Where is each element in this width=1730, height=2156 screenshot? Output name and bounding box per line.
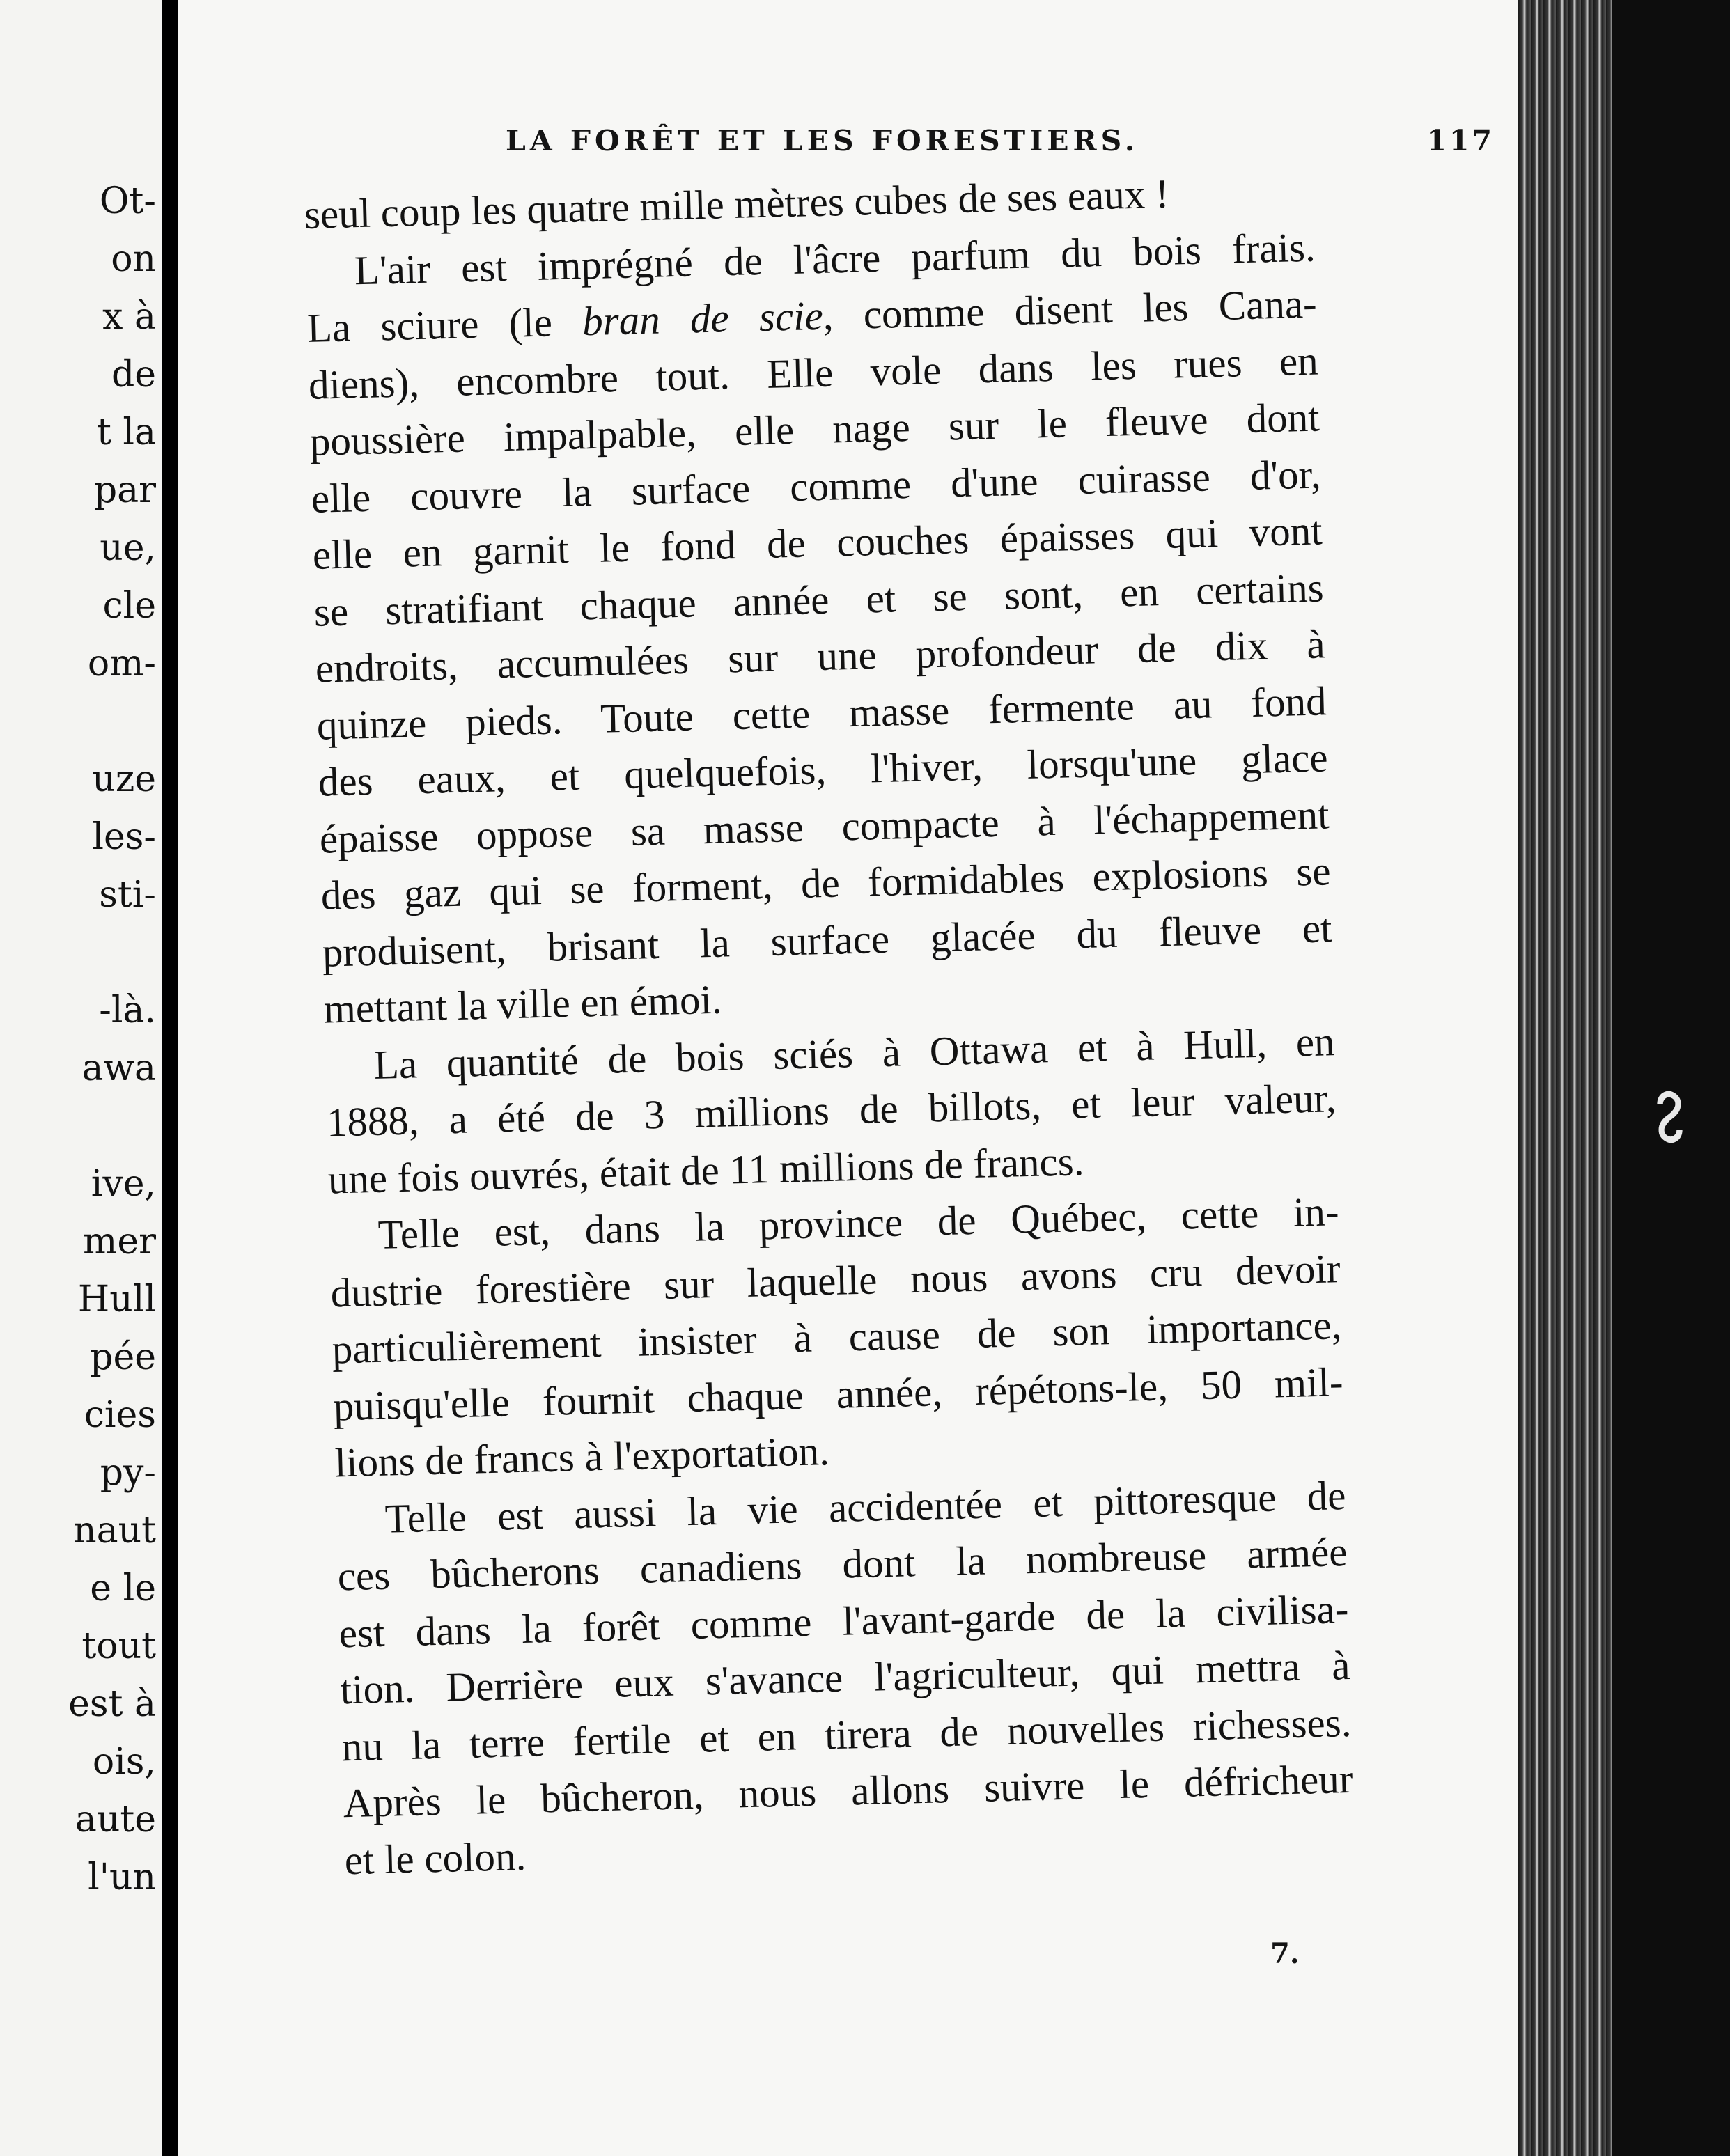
text-line: mettant la ville en émoi.: [323, 976, 723, 1032]
text-line: Après le bûcheron, nous allons suivre le défricheur: [342, 1755, 1354, 1827]
text-line: elle couvre la surface comme d'une cuirasse d'or,: [311, 450, 1322, 522]
text-line: tion. Derrière eux s'avance l'agriculteur, qui mettra à: [339, 1641, 1351, 1713]
book-cover-edge: [1612, 0, 1730, 2156]
facing-page-line: [0, 1097, 156, 1155]
text-line: 1888, a été de 3 millions de billots, et leur valeur,: [326, 1075, 1337, 1146]
text-line: épaisse oppose sa masse compacte à l'échappement: [319, 790, 1330, 862]
facing-page-line: cle: [102, 585, 156, 627]
facing-page-line: naut: [73, 1510, 156, 1552]
text-line: des eaux, et quelquefois, l'hiver, lorsqu'une glace: [318, 734, 1329, 805]
text-line: La sciure (le bran de scie, comme disent les Cana-: [306, 280, 1318, 351]
facing-page-line: ue,: [100, 527, 156, 569]
text-line: une fois ouvrés, était de 11 millions de francs.: [327, 1137, 1085, 1203]
text-line: se stratifiant chaque année et se sont, en certains: [313, 563, 1325, 635]
text-line: particulièrement insister à cause de son importance,: [331, 1302, 1343, 1373]
text-line: endroits, accumulées sur une profondeur de dix à: [315, 620, 1326, 692]
text-line: La quantité de bois sciés à Ottawa et à Hull, en: [373, 1017, 1336, 1088]
text-line: Telle est aussi la vie accidentée et pittoresque de: [384, 1471, 1347, 1542]
running-head: [506, 124, 1495, 157]
facing-page-line: -là.: [99, 990, 156, 1031]
facing-page-line: py-: [100, 1452, 156, 1494]
text-line: Telle est, dans la province de Québec, cette in-: [377, 1188, 1340, 1258]
facing-page-line: om-: [87, 643, 156, 685]
text-line: L'air est imprégné de l'âcre parfum du bois frais.: [354, 224, 1316, 293]
facing-page-line: tout: [81, 1625, 156, 1667]
facing-page-line: ive,: [91, 1163, 156, 1205]
text-line: lions de francs à l'exportation.: [334, 1428, 830, 1486]
paragraph: [325, 1013, 1339, 1208]
facing-page-left: [0, 0, 162, 2156]
page-body-text: [304, 162, 1355, 1889]
facing-page-line: ois,: [92, 1741, 156, 1783]
paragraph: [329, 1183, 1346, 1492]
text-line: puisqu'elle fournit chaque année, répétons-le, 50 mil-: [332, 1358, 1344, 1429]
facing-page-line: e le: [90, 1568, 156, 1609]
facing-page-line: on: [111, 238, 156, 280]
text-line: est dans la forêt comme l'avant-garde de la civilisa-: [338, 1585, 1350, 1656]
facing-page-line: [0, 693, 156, 751]
facing-page-line: cies: [84, 1394, 156, 1436]
book-page: [178, 0, 1518, 2156]
text-line: produisent, brisant la surface glacée du fleuve et: [322, 904, 1333, 976]
facing-page-line: aute: [75, 1799, 156, 1841]
page-fore-edge: [1518, 0, 1730, 2156]
book-gutter: [162, 0, 178, 2156]
text-line: dustrie forestière sur laquelle nous avons cru devoir: [330, 1244, 1341, 1316]
text-line: et le colon.: [343, 1832, 527, 1883]
facing-page-line-ends: [0, 173, 156, 1907]
facing-page-line: de: [111, 354, 156, 396]
facing-page-line: mer: [83, 1221, 156, 1263]
running-head-title: LA FORÊT ET LES FORESTIERS.: [506, 124, 1139, 157]
facing-page-line: x à: [102, 296, 156, 338]
facing-page-line: l'un: [88, 1857, 156, 1898]
facing-page-line: les-: [92, 816, 156, 858]
facing-page-line: [0, 924, 156, 982]
facing-page-line: uze: [92, 758, 156, 800]
paragraph: [305, 219, 1334, 1038]
facing-page-line: sti-: [99, 874, 156, 916]
facing-page-line: est à: [68, 1683, 156, 1725]
text-line: quinze pieds. Toute cette masse fermente au fond: [316, 677, 1327, 749]
paragraph: [336, 1467, 1355, 1889]
text-line: des gaz qui se forment, de formidables explosions se: [320, 847, 1332, 919]
facing-page-line: t la: [96, 412, 156, 453]
page-number: 117: [1426, 124, 1495, 157]
text-line: diens), encombre tout. Elle vole dans les rues en: [308, 336, 1319, 408]
facing-page-line: awa: [81, 1047, 156, 1089]
facing-page-line: Ot-: [99, 180, 156, 222]
facing-page-line: pée: [90, 1336, 156, 1378]
facing-page-line: Hull: [77, 1279, 156, 1320]
text-line: ces bûcherons canadiens dont la nombreuse armée: [336, 1528, 1348, 1600]
italic-phrase: bran de scie: [582, 292, 824, 345]
fore-edge-mark: ∾: [1628, 1084, 1717, 1150]
signature-mark: 7.: [1270, 1937, 1300, 1970]
text-line: seul coup les quatre mille mètres cubes de ses eaux !: [304, 170, 1170, 237]
text-line: nu la terre fertile et en tirera de nouvelles richesses.: [341, 1698, 1353, 1770]
text-line: poussière impalpable, elle nage sur le fleuve dont: [309, 393, 1320, 464]
text-line: elle en garnit le fond de couches épaisses qui vont: [312, 507, 1323, 578]
facing-page-line: par: [93, 469, 156, 511]
